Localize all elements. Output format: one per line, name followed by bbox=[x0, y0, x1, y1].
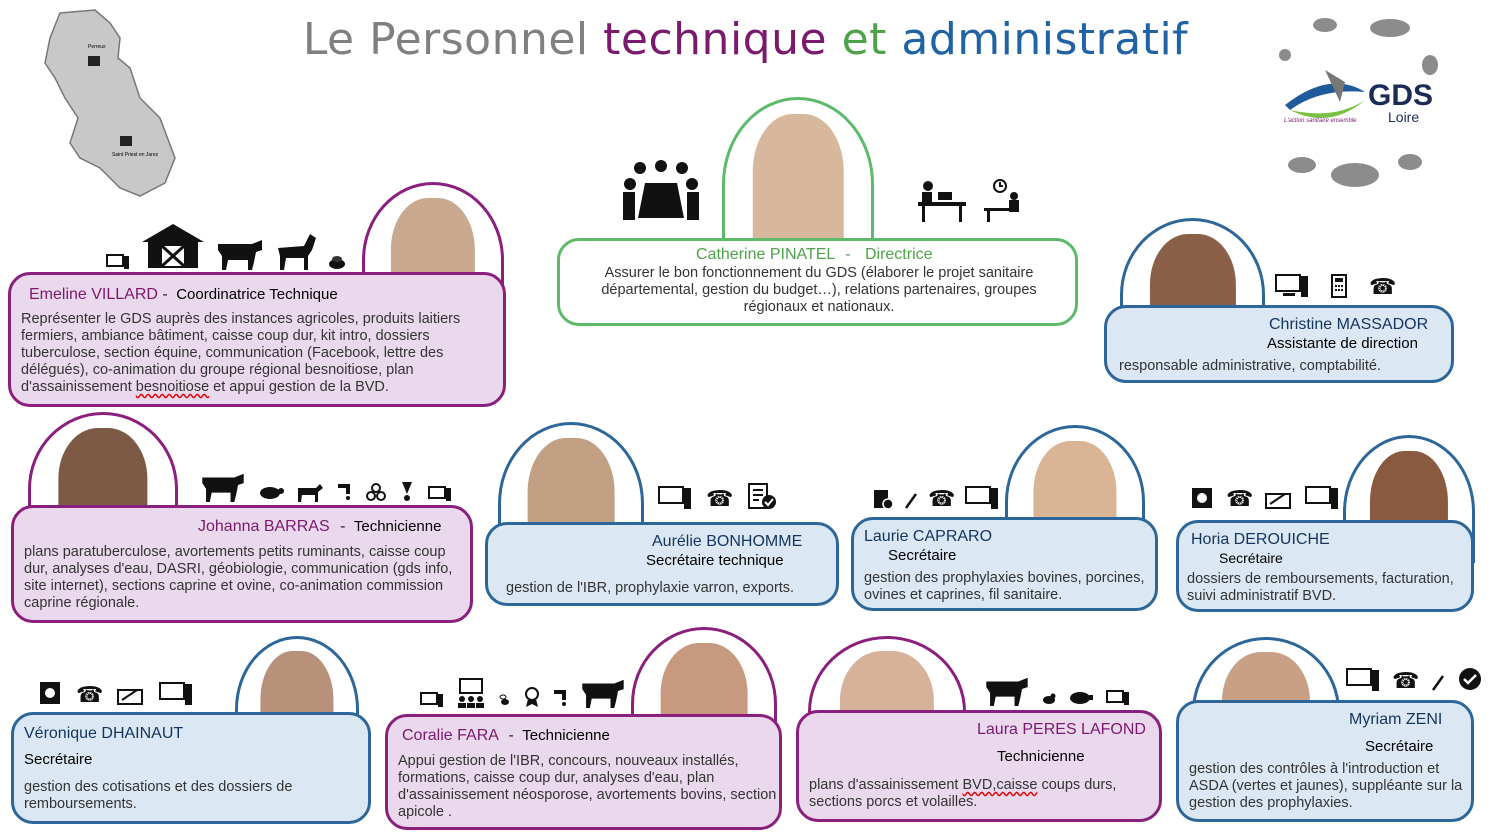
desc-part: coups durs, sections porcs et volailles. bbox=[809, 777, 1117, 810]
icons-barras bbox=[200, 470, 452, 502]
water-tap-icon bbox=[336, 480, 354, 502]
card-peres bbox=[796, 710, 1162, 822]
desc-part: Représenter le GDS auprès des instances agricoles, produits laitiers fermiers, ambiance bâtiment, caisse coup dur, kit intro, dossiers tuberculose, section équine, communication (Facebook, lettre des délégués), co-animation du groupe régional besnoitiose, plan d'assainissement bbox=[21, 311, 461, 395]
icons-peres bbox=[984, 674, 1130, 706]
cow-icon bbox=[216, 236, 264, 270]
card-villard bbox=[8, 272, 506, 407]
person-description bbox=[21, 311, 499, 396]
telephone-icon: ☎ bbox=[1392, 668, 1420, 693]
separator: - bbox=[162, 286, 168, 303]
icons-derouiche bbox=[1190, 486, 1339, 510]
horse-icon bbox=[274, 230, 318, 270]
award-icon bbox=[522, 686, 542, 708]
name-line bbox=[696, 246, 933, 264]
person-description: dossiers de remboursements, facturation, suivi administratif BVD. bbox=[1187, 571, 1454, 604]
person-role: Secrétaire bbox=[1219, 550, 1283, 566]
checklist-icon bbox=[747, 482, 777, 510]
card-barras bbox=[11, 505, 473, 623]
clock-worker-icon bbox=[984, 178, 1026, 222]
person-description: gestion des cotisations et des dossiers de remboursements. bbox=[24, 779, 293, 812]
meeting-icon bbox=[620, 158, 702, 222]
computer-icon bbox=[159, 682, 193, 706]
card-zeni bbox=[1176, 700, 1474, 822]
goat-icon bbox=[296, 482, 324, 502]
icons-villard bbox=[106, 222, 346, 270]
separator: - bbox=[340, 518, 346, 535]
chicken-icon bbox=[1042, 692, 1056, 706]
separator: - bbox=[845, 246, 851, 263]
pendulum-icon bbox=[398, 480, 416, 502]
cow-icon bbox=[580, 676, 626, 708]
pen-icon bbox=[1431, 674, 1445, 692]
document-icon bbox=[872, 488, 894, 510]
person-name-line bbox=[1349, 711, 1442, 729]
person-name-line bbox=[24, 725, 183, 743]
card-fara bbox=[385, 714, 782, 830]
desc-underlined: besnoitiose bbox=[135, 379, 210, 395]
portrait bbox=[753, 114, 844, 242]
person-description: plans paratuberculose, avortements petits ruminants, caisse coup dur, analyses d'eau, DASRI, géobiologie, communication (gds info, site internet), sections caprine et ovine, co-animation commission caprine régionale. bbox=[24, 544, 453, 611]
water-tap-icon bbox=[552, 686, 570, 708]
map-label-bottom: Saint Priest en Jarez bbox=[112, 152, 159, 158]
computer-icon bbox=[1305, 486, 1339, 510]
sheep-icon bbox=[258, 484, 284, 502]
person-name-line bbox=[977, 721, 1146, 739]
loire-map bbox=[40, 8, 185, 198]
person-name: Johanna BARRAS bbox=[198, 518, 330, 535]
person-description: gestion de l'IBR, prophylaxie varron, exports. bbox=[506, 580, 795, 596]
telephone-icon: ☎ bbox=[706, 486, 734, 511]
barn-icon bbox=[140, 222, 206, 270]
biohazard-icon bbox=[366, 482, 386, 502]
computer-icon bbox=[965, 486, 999, 510]
person-name: Horia DEROUICHE bbox=[1191, 531, 1330, 548]
card-dhainaut bbox=[11, 712, 371, 824]
person-description: Appui gestion de l'IBR, concours, nouveaux installés, formations, caisse coup dur, analyses d'eau, plan d'assainissement néosporose, avortements bovins, section apicole . bbox=[398, 753, 777, 820]
person-name-line bbox=[1269, 316, 1428, 334]
person-name: Catherine PINATEL bbox=[696, 246, 835, 263]
computer-icon bbox=[1275, 274, 1309, 298]
euro-document-icon bbox=[1190, 486, 1214, 510]
icons-pinatel-2 bbox=[918, 178, 1026, 222]
computer-icon bbox=[1106, 690, 1130, 706]
person-name-line bbox=[864, 528, 992, 546]
desc-underlined: BVD,caisse bbox=[962, 777, 1038, 793]
logo-brand: GDS bbox=[1368, 79, 1434, 112]
person-role: Coordinatrice Technique bbox=[176, 286, 338, 303]
card-capraro bbox=[851, 517, 1158, 611]
desk-worker-icon bbox=[918, 178, 966, 222]
bee-icon bbox=[498, 694, 512, 708]
person-role: Secrétaire bbox=[1365, 738, 1434, 755]
person-role: Directrice bbox=[864, 246, 933, 263]
telephone-icon: ☎ bbox=[1226, 486, 1254, 511]
pen-icon bbox=[904, 492, 918, 510]
cheese-icon bbox=[328, 254, 346, 270]
icons-pinatel bbox=[620, 158, 702, 222]
card-massador bbox=[1104, 305, 1454, 383]
person-name: Laura PERES LAFOND bbox=[977, 721, 1146, 738]
person-name: Laurie CAPRARO bbox=[864, 528, 993, 545]
cheque-icon bbox=[117, 686, 145, 706]
person-name: Aurélie BONHOMME bbox=[652, 533, 803, 550]
gds-logo bbox=[1270, 10, 1470, 195]
logo-region: Loire bbox=[1388, 109, 1420, 125]
person-role: Secrétaire bbox=[888, 547, 957, 564]
icons-dhainaut bbox=[38, 680, 193, 706]
name-line bbox=[402, 727, 610, 745]
euro-document-icon bbox=[38, 680, 62, 706]
icons-zeni bbox=[1346, 666, 1483, 692]
name-line bbox=[29, 286, 338, 304]
person-description bbox=[809, 777, 1155, 811]
photo-pinatel bbox=[722, 97, 874, 242]
checklist-icon bbox=[1457, 666, 1483, 692]
cow-icon bbox=[984, 674, 1030, 706]
computer-icon bbox=[106, 254, 130, 270]
calculator-icon bbox=[1331, 274, 1347, 298]
pig-icon bbox=[1068, 690, 1094, 706]
icons-bonhomme bbox=[658, 482, 777, 510]
page-title bbox=[0, 14, 1491, 65]
telephone-icon: ☎ bbox=[928, 486, 956, 511]
desc-part: et appui gestion de la BVD. bbox=[209, 379, 389, 395]
computer-icon bbox=[1346, 668, 1380, 692]
map-label-top: Perreux bbox=[88, 44, 106, 50]
title-part-4: administratif bbox=[901, 14, 1189, 65]
person-role: Assistante de direction bbox=[1267, 335, 1418, 352]
icons-massador bbox=[1275, 274, 1396, 298]
computer-icon bbox=[420, 692, 444, 708]
person-role: Technicienne bbox=[997, 748, 1085, 765]
card-pinatel bbox=[557, 238, 1078, 326]
icons-capraro bbox=[872, 486, 999, 510]
person-name-line bbox=[1191, 531, 1330, 549]
title-part-3: et bbox=[841, 14, 887, 65]
person-name: Christine MASSADOR bbox=[1269, 316, 1429, 333]
icons-fara bbox=[420, 676, 626, 708]
title-part-2: technique bbox=[603, 14, 828, 65]
person-name: Coralie FARA bbox=[402, 727, 499, 744]
person-description: gestion des prophylaxies bovines, porcines, ovines et caprines, fil sanitaire. bbox=[864, 570, 1145, 603]
cheque-icon bbox=[1265, 490, 1293, 510]
person-description: Assurer le bon fonctionnement du GDS (élaborer le projet sanitaire départemental, gestion du budget…), relations partenaires, groupes régionaux et nationaux. bbox=[601, 265, 1037, 315]
person-name: Véronique DHAINAUT bbox=[24, 725, 184, 742]
person-name-line bbox=[652, 533, 802, 551]
person-name: Myriam ZENI bbox=[1349, 711, 1443, 728]
person-description: gestion des contrôles à l'introduction et ASDA (vertes et jaunes), suppléante sur la gestion des prophylaxies. bbox=[1189, 761, 1463, 811]
logo-tagline: L'action sanitaire ensemble bbox=[1284, 118, 1357, 124]
name-line bbox=[198, 518, 441, 536]
person-role: Technicienne bbox=[353, 518, 442, 535]
person-description: responsable administrative, comptabilité. bbox=[1119, 358, 1381, 374]
computer-icon bbox=[658, 486, 692, 510]
telephone-icon: ☎ bbox=[1369, 274, 1397, 299]
desc-part: plans d'assainissement bbox=[809, 777, 963, 793]
training-icon bbox=[454, 678, 488, 708]
person-role: Secrétaire bbox=[24, 751, 93, 768]
computer-icon bbox=[428, 486, 452, 502]
person-role: Technicienne bbox=[522, 727, 610, 744]
telephone-icon: ☎ bbox=[76, 682, 104, 707]
title-part-1: Le Personnel bbox=[302, 14, 589, 65]
card-bonhomme bbox=[485, 522, 839, 606]
person-name: Emeline VILLARD bbox=[29, 286, 158, 303]
cow-icon bbox=[200, 470, 246, 502]
person-role: Secrétaire technique bbox=[646, 552, 784, 569]
card-derouiche bbox=[1176, 520, 1474, 612]
separator: - bbox=[508, 727, 514, 744]
